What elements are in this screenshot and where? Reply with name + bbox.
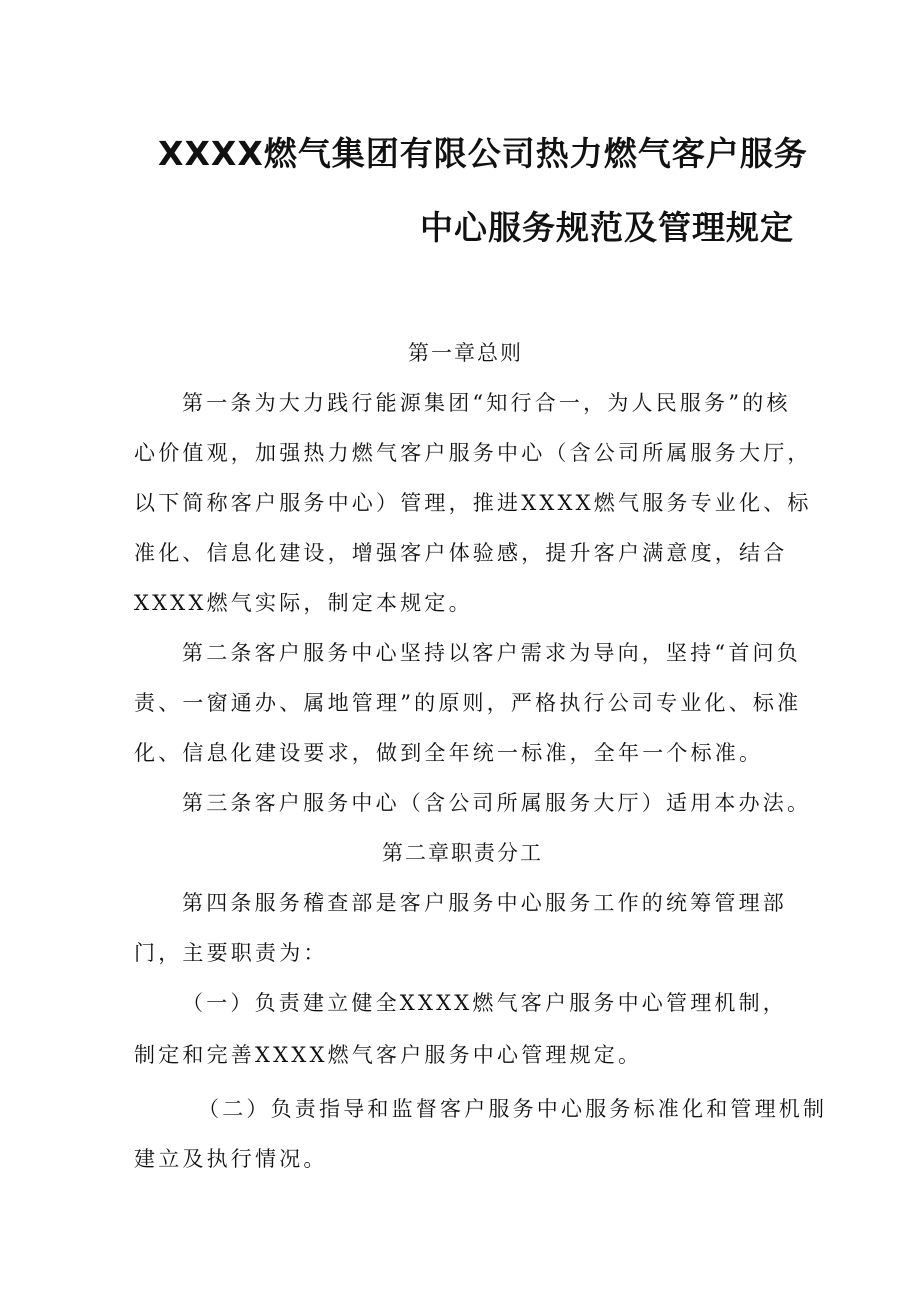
article-4-line-1: 第四条服务稽查部是客户服务中心服务工作的统筹管理部 (182, 891, 787, 915)
article-1-line-4: 准化、信息化建设，增强客户体验感，提升客户满意度，结合 (134, 541, 788, 565)
document-title-line-2: 中心服务规范及管理规定 (420, 208, 794, 247)
article-1-line-1: 第一条为大力践行能源集团“知行合一，为人民服务”的核 (182, 391, 791, 415)
chapter-2-heading: 第二章职责分工 (382, 841, 543, 865)
item-1-line-2: 制定和完善XXXX燃气客户服务中心管理规定。 (134, 1043, 643, 1067)
item-2-line-2: 建立及执行情况。 (134, 1147, 328, 1171)
article-3-line-1: 第三条客户服务中心（含公司所属服务大厅）适用本办法。 (182, 791, 812, 815)
article-2-line-3: 化、信息化建设要求，做到全年统一标准，全年一个标准。 (134, 741, 764, 765)
chapter-1-heading: 第一章总则 (408, 341, 523, 365)
article-2-line-2: 责、一窗通办、属地管理”的原则，严格执行公司专业化、标准 (134, 691, 802, 715)
document-title-line-1: XXXX燃气集团有限公司热力燃气客户服务 (158, 134, 808, 173)
item-1-line-1: （一）负责建立健全XXXX燃气客户服务中心管理机制， (182, 991, 787, 1015)
article-4-line-2: 门，主要职责为： (134, 941, 328, 965)
article-1-line-5: XXXX燃气实际，制定本规定。 (134, 591, 473, 615)
article-2-line-1: 第二条客户服务中心坚持以客户需求为导向，坚持“首问负 (182, 641, 801, 665)
item-2-line-1: （二）负责指导和监督客户服务中心服务标准化和管理机制 (198, 1097, 828, 1121)
article-1-line-2: 心价值观，加强热力燃气客户服务中心（含公司所属服务大厅， (134, 441, 812, 465)
article-1-line-3: 以下简称客户服务中心）管理，推进XXXX燃气服务专业化、标 (134, 491, 812, 515)
